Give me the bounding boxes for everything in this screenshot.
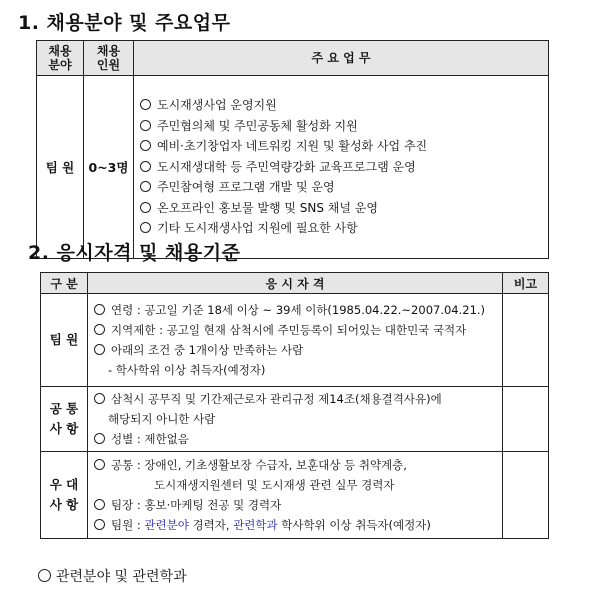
circle-bullet-icon — [140, 222, 151, 233]
list-item: 주민협의체 및 주민공동체 활성화 지원 — [140, 116, 548, 137]
header-duties: 주 요 업 무 — [134, 41, 549, 76]
highlight-related-major: 관련학과 — [233, 518, 278, 532]
header-note: 비고 — [503, 273, 549, 294]
qualification-table-header — [41, 273, 549, 294]
list-item: 주민참여형 프로그램 개발 및 운영 — [140, 177, 548, 198]
list-item: 팀원 : 관련분야 경력자, 관련학과 학사학위 이상 취득자(예정자) — [94, 515, 502, 535]
section2-title: 2. 응시자격 및 채용기준 — [28, 242, 241, 264]
circle-bullet-icon — [140, 202, 151, 213]
duties-cell — [134, 76, 549, 259]
circle-bullet-icon — [94, 459, 105, 470]
circle-bullet-icon — [140, 181, 151, 192]
note-team — [503, 294, 549, 387]
circle-bullet-icon — [38, 569, 51, 582]
circle-bullet-icon — [94, 393, 105, 404]
category-preference: 우 대 사 항 — [41, 452, 88, 539]
header-qualification: 응 시 자 격 — [88, 273, 503, 294]
header-count: 채용 인원 — [84, 41, 134, 76]
duties-table-header — [37, 41, 549, 76]
list-item: 연령 : 공고일 기준 18세 이상 ~ 39세 이하(1985.04.22.~2007.04.21.) — [94, 300, 502, 320]
list-item: 온오프라인 홍보물 발행 및 SNS 채널 운영 — [140, 198, 548, 219]
duties-table — [36, 40, 549, 259]
circle-bullet-icon — [94, 304, 105, 315]
circle-bullet-icon — [140, 120, 151, 131]
header-field: 채용 분야 — [37, 41, 84, 76]
circle-bullet-icon — [140, 99, 151, 110]
qualification-table — [40, 272, 549, 539]
circle-bullet-icon — [140, 161, 151, 172]
count-cell: 0~3명 — [84, 76, 134, 259]
table-row — [37, 76, 549, 259]
note-preference — [503, 452, 549, 539]
list-item: 예비·초기창업자 네트워킹 지원 및 활성화 사업 추진 — [140, 136, 548, 157]
field-cell: 팀 원 — [37, 76, 84, 259]
qualification-common — [88, 387, 503, 452]
circle-bullet-icon — [94, 324, 105, 335]
circle-bullet-icon — [94, 499, 105, 510]
circle-bullet-icon — [140, 140, 151, 151]
table-row — [41, 452, 549, 539]
circle-bullet-icon — [94, 433, 105, 444]
list-item: 아래의 조건 중 1개이상 만족하는 사람 — [94, 340, 502, 360]
list-item: 해당되지 아니한 사람 — [108, 412, 216, 426]
list-item: 지역제한 : 공고일 현재 삼척시에 주민등록이 되어있는 대한민국 국적자 — [94, 320, 502, 340]
qualification-team — [88, 294, 503, 387]
highlight-related-field: 관련분야 — [144, 518, 189, 532]
list-item: 공통 : 장애인, 기초생활보장 수급자, 보훈대상 등 취약계층, — [94, 455, 502, 475]
footer-note: 관련분야 및 관련학과 — [38, 566, 187, 586]
circle-bullet-icon — [94, 519, 105, 530]
category-team: 팀 원 — [41, 294, 88, 387]
note-common — [503, 387, 549, 452]
category-common: 공 통 사 항 — [41, 387, 88, 452]
list-item: 도시재생대학 등 주민역량강화 교육프로그램 운영 — [140, 157, 548, 178]
list-item: - 학사학위 이상 취득자(예정자) — [108, 363, 266, 377]
section1-title: 1. 채용분야 및 주요업무 — [18, 12, 231, 34]
list-item: 성별 : 제한없음 — [94, 429, 502, 449]
list-item: 삼척시 공무직 및 기간제근로자 관리규정 제14조(채용결격사유)에 — [94, 389, 502, 409]
list-item: 도시재생사업 운영지원 — [140, 95, 548, 116]
list-item: 기타 도시재생사업 지원에 필요한 사항 — [140, 218, 548, 239]
table-row — [41, 387, 549, 452]
header-category: 구 분 — [41, 273, 88, 294]
list-item: 팀장 : 홍보·마케팅 전공 및 경력자 — [94, 495, 502, 515]
circle-bullet-icon — [94, 344, 105, 355]
qualification-preference — [88, 452, 503, 539]
table-row — [41, 294, 549, 387]
list-item: 도시재생지원센터 및 도시재생 관련 실무 경력자 — [154, 478, 395, 492]
